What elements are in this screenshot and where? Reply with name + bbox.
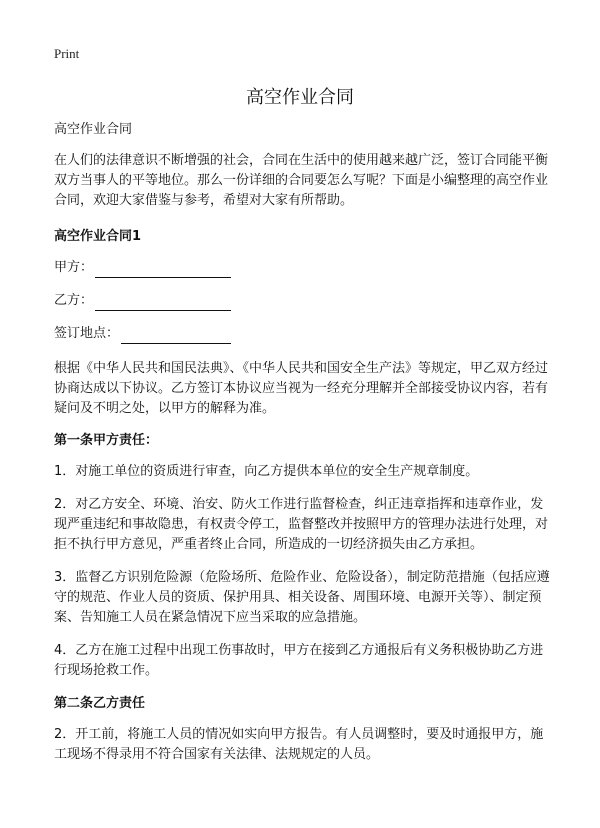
article1-item: 2．对乙方安全、环境、治安、防火工作进行监督检查，纠正违章指挥和违章作业，发现严重违纪和事故隐患，有权责令停工，监督整改并按照甲方的管理办法进行处理，对拒不执行甲方意见，严重者终止合同，所造成的一切经济损失由乙方承担。 — [54, 497, 549, 552]
article2-item: 2．开工前，将施工人员的情况如实向甲方报告。有人员调整时，要及时通报甲方，施工现场不得录用不符合国家有关法律、法规规定的人员。 — [54, 727, 544, 762]
article1-item: 3．监督乙方识别危险源（危险场所、危险作业、危险设备），制定防范措施（包括应遵守的规范、作业人员的资质、保护用具、相关设备、周围环境、电源开关等）、制定预案、告知施工人员在紧急情况下应当采取的应急措施。 — [54, 570, 550, 625]
section-heading: 高空作业合同1 — [54, 229, 142, 244]
location-label: 签订地点： — [54, 326, 120, 341]
party-b-label: 乙方： — [54, 293, 94, 308]
article1-item: 1．对施工单位的资质进行审查，向乙方提供本单位的安全生产规章制度。 — [54, 464, 479, 479]
party-b-field — [54, 291, 552, 311]
party-a-blank-line — [95, 263, 231, 278]
location-blank-line — [121, 329, 231, 344]
document-body — [54, 120, 552, 778]
party-a-field — [54, 258, 552, 278]
article2-heading: 第二条乙方责任 — [54, 696, 146, 711]
party-a-label: 甲方： — [54, 260, 94, 275]
document-subtitle: 高空作业合同 — [54, 122, 133, 137]
location-field — [54, 324, 552, 344]
page-title: 高空作业合同 — [246, 87, 354, 108]
article1-heading: 第一条甲方责任： — [54, 433, 159, 448]
article1-item: 4．乙方在施工过程中出现工伤事故时，甲方在接到乙方通报后有义务积极协助乙方进行现场抢救工作。 — [54, 643, 544, 678]
preamble-paragraph: 根据《中华人民共和国民法典》、《中华人民共和国安全生产法》等规定，甲乙双方经过协商达成以下协议。乙方签订本协议应当视为一经充分理解并全部接受协议内容，若有疑问及不明之处，以甲方的解释为准。 — [54, 361, 549, 416]
intro-paragraph: 在人们的法律意识不断增强的社会，合同在生活中的使用越来越广泛，签订合同能平衡双方当事人的平等地位。那么一份详细的合同要怎么写呢？下面是小编整理的高空作业合同，欢迎大家借鉴与参考，希望对大家有所帮助。 — [54, 153, 549, 208]
party-b-blank-line — [95, 296, 231, 311]
print-label[interactable]: Print — [54, 46, 80, 61]
